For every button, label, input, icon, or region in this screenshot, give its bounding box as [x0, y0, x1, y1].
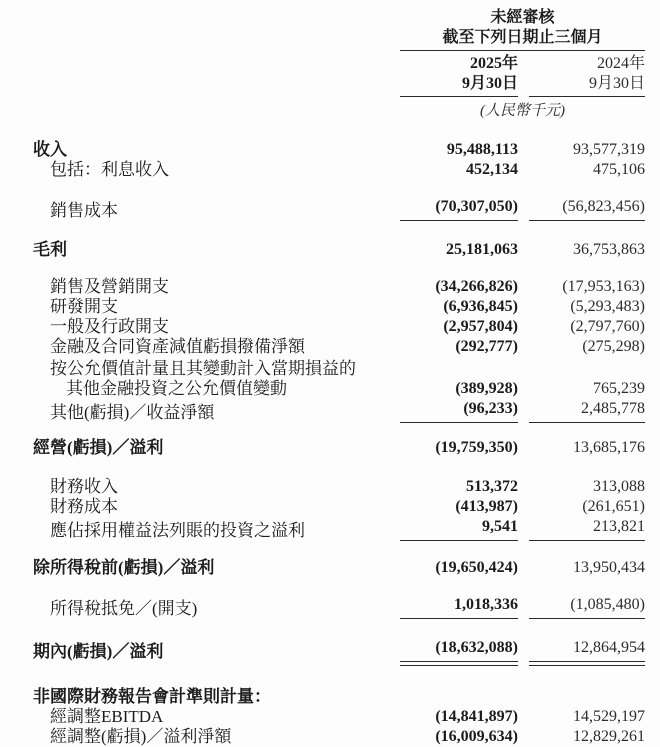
table-row — [0, 359, 645, 379]
row-label: 所得稅抵免／(開支) — [50, 599, 198, 618]
value-2024: (56,823,456) — [529, 197, 645, 221]
row-label: 其他金融投資之公允價值變動 — [66, 379, 287, 398]
currency-note: (人民幣千元) — [480, 103, 565, 119]
column-2024-date: 9月30日 — [529, 74, 645, 97]
value-2025: (413,987) — [455, 498, 518, 515]
row-label: 除所得稅前(虧損)／溢利 — [33, 558, 215, 577]
value-2024: 765,239 — [593, 380, 645, 397]
value-2024: (1,085,480) — [529, 595, 645, 619]
value-2025: (19,759,350) — [435, 439, 518, 456]
unaudited-label: 未經審核 — [490, 9, 555, 26]
table-row — [0, 497, 645, 517]
column-2025-header — [400, 54, 518, 97]
row-label: 財務收入 — [50, 477, 118, 496]
row-label: 經營(虧損)／溢利 — [33, 438, 164, 457]
column-2025-year: 2025年 — [469, 55, 518, 72]
value-2025: 95,488,113 — [446, 141, 518, 158]
table-row — [0, 277, 645, 297]
table-row — [0, 707, 645, 727]
table-row — [0, 337, 645, 357]
value-2024: 36,753,863 — [573, 241, 645, 258]
table-row — [0, 638, 645, 662]
table-row — [0, 687, 645, 707]
value-2024: 12,864,954 — [529, 638, 645, 662]
row-label: 按公允價值計量且其變動計入當期損益的 — [50, 359, 356, 378]
value-2024: (5,293,483) — [570, 298, 645, 315]
table-row — [0, 379, 645, 399]
table-row — [0, 517, 645, 541]
value-2024: (275,298) — [582, 338, 645, 355]
value-2025: (14,841,897) — [435, 708, 518, 725]
value-2024: 13,950,434 — [573, 559, 645, 576]
value-2024: 93,577,319 — [573, 141, 645, 158]
value-2025: (389,928) — [455, 380, 518, 397]
statement-rows — [0, 140, 645, 747]
value-2025: 513,372 — [466, 478, 518, 495]
row-label: 財務成本 — [50, 497, 118, 516]
value-2025: (6,936,845) — [443, 298, 518, 315]
value-2025: 9,541 — [400, 517, 518, 541]
value-2025: (16,009,634) — [435, 728, 518, 745]
value-2025: 25,181,063 — [446, 241, 518, 258]
value-2024: 14,529,197 — [573, 708, 645, 725]
value-2025: (19,650,424) — [435, 559, 518, 576]
value-2024: (2,797,760) — [570, 318, 645, 335]
row-label: 經調整EBITDA — [50, 707, 164, 726]
statement-header — [400, 8, 645, 121]
row-label: 金融及合同資產減值虧損撥備淨額 — [50, 337, 305, 356]
value-2025: 1,018,336 — [400, 595, 518, 619]
value-2025: (70,307,050) — [400, 197, 518, 221]
value-2025: (34,266,826) — [435, 278, 518, 295]
row-label: 銷售及營銷開支 — [50, 277, 169, 296]
row-label: 非國際財務報告會計準則計量： — [33, 687, 271, 706]
row-label: 研發開支 — [50, 297, 118, 316]
value-2024: 13,685,176 — [573, 439, 645, 456]
value-2025: (96,233) — [400, 399, 518, 423]
date-columns — [400, 54, 645, 97]
table-row — [0, 140, 645, 160]
value-2024: 2,485,778 — [529, 399, 645, 423]
table-row — [0, 240, 645, 260]
value-2025: (18,632,088) — [400, 638, 518, 662]
value-2024: 213,821 — [529, 517, 645, 541]
table-row — [0, 477, 645, 497]
value-2025: (2,957,804) — [443, 318, 518, 335]
column-2024-year: 2024年 — [596, 55, 645, 72]
row-label: 毛利 — [33, 240, 67, 259]
value-2024: 12,829,261 — [573, 728, 645, 745]
table-row — [0, 595, 645, 619]
table-row — [0, 558, 645, 578]
row-label: 一般及行政開支 — [50, 317, 169, 336]
row-label: 應佔採用權益法列賬的投資之溢利 — [50, 521, 305, 540]
row-label: 收入 — [33, 140, 67, 159]
table-row — [0, 160, 645, 180]
table-row — [0, 317, 645, 337]
row-label: 期內(虧損)／溢利 — [33, 642, 164, 661]
table-row — [0, 438, 645, 458]
table-row — [0, 727, 645, 747]
table-row — [0, 399, 645, 423]
value-2024: 313,088 — [593, 478, 645, 495]
period-label: 截至下列日期止三個月 — [400, 28, 645, 51]
row-label: 其他(虧損)／收益淨額 — [50, 403, 215, 422]
table-row — [0, 197, 645, 221]
row-label: 包括：利息收入 — [50, 160, 169, 179]
column-2024-header — [529, 54, 645, 97]
value-2024: 475,106 — [593, 161, 645, 178]
value-2025: 452,134 — [466, 161, 518, 178]
value-2024: (261,651) — [582, 498, 645, 515]
row-label: 銷售成本 — [50, 201, 118, 220]
value-2025: (292,777) — [455, 338, 518, 355]
table-row — [0, 297, 645, 317]
column-2025-date: 9月30日 — [400, 74, 518, 97]
value-2024: (17,953,163) — [562, 278, 645, 295]
row-label: 經調整(虧損)／溢利淨額 — [50, 727, 232, 746]
